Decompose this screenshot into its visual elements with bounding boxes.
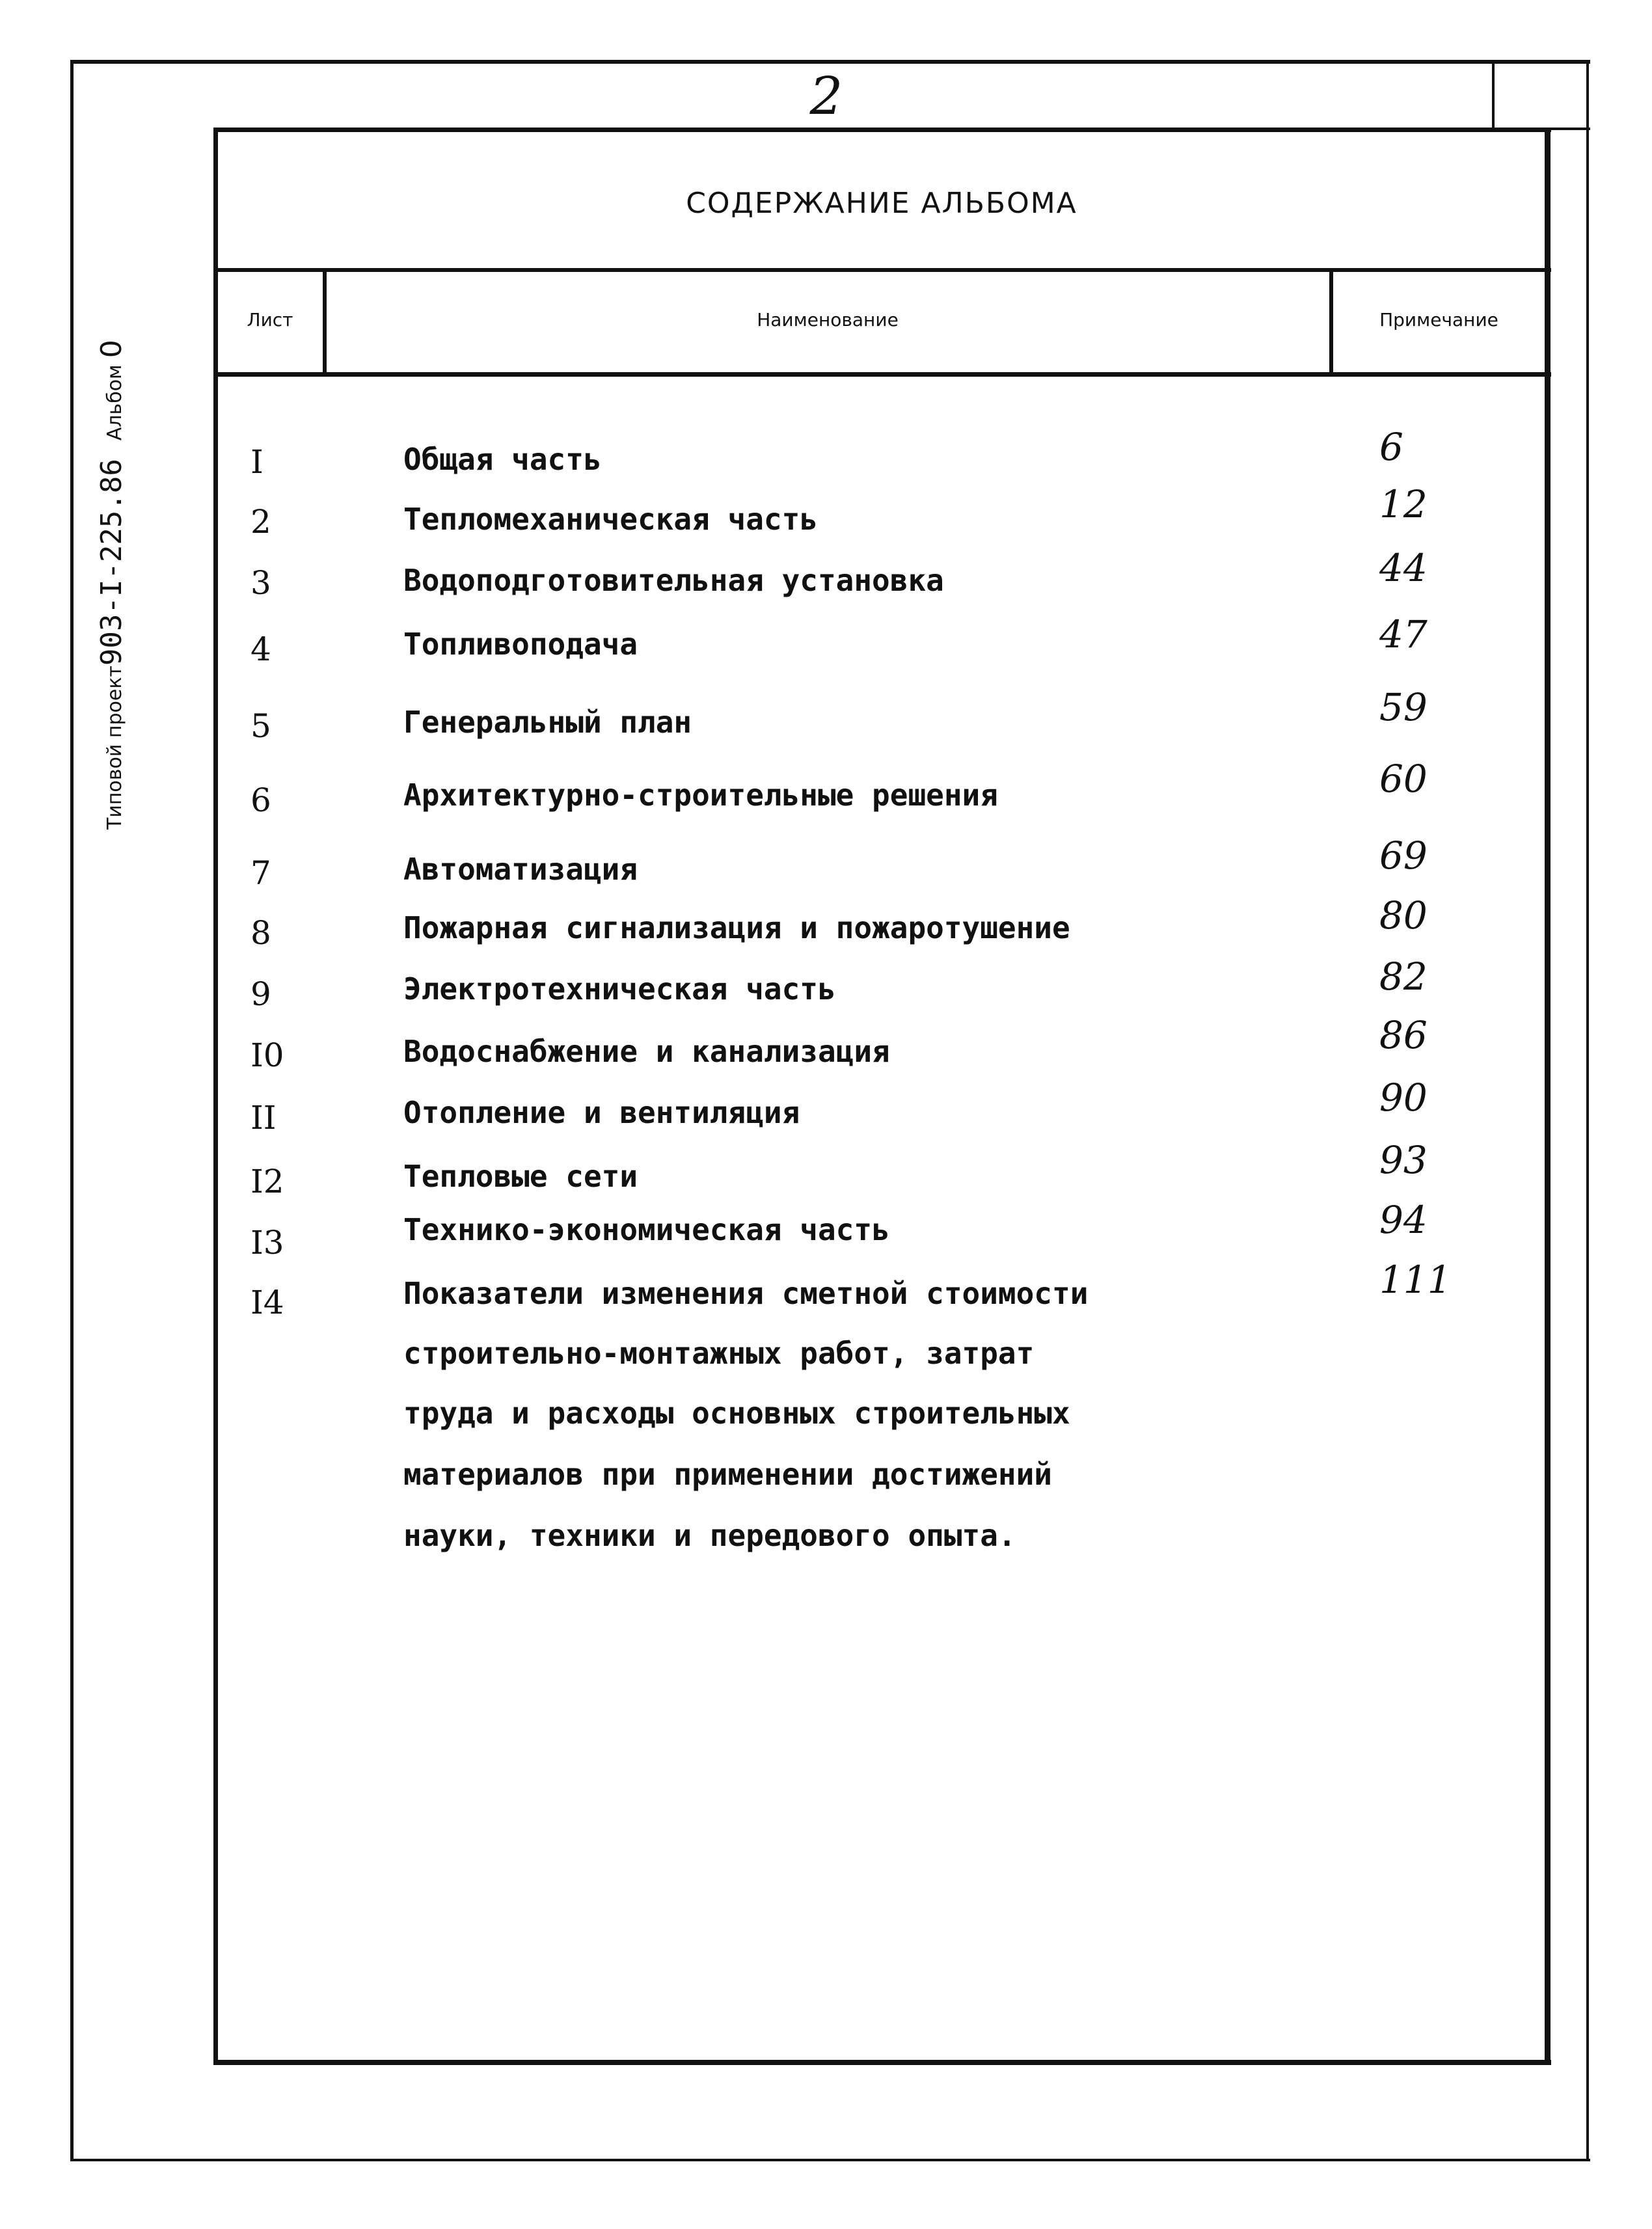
- row-note: 6: [1379, 425, 1403, 469]
- column-header-name: Наименование: [757, 309, 899, 331]
- row-sheet-number: I4: [251, 1284, 284, 1321]
- table-border-bottom: [213, 2060, 1551, 2065]
- sheet-border-right: [1586, 60, 1589, 2161]
- row-title: Тепломеханическая часть: [403, 502, 818, 537]
- row-note: 69: [1379, 833, 1428, 878]
- row-note: 86: [1379, 1013, 1428, 1057]
- row-sheet-number: 4: [251, 630, 271, 668]
- row-title: Топливоподача: [403, 627, 638, 662]
- stamp-label: Типовой проект: [103, 666, 126, 830]
- header-divider: [213, 372, 1551, 377]
- row-sheet-number: 2: [251, 503, 271, 541]
- row-note: 44: [1379, 546, 1428, 590]
- row-sheet-number: II: [251, 1099, 277, 1137]
- page-number: 2: [809, 66, 843, 126]
- row-title: Архитектурно-строительные решения: [403, 777, 998, 813]
- row-title: Отопление и вентиляция: [403, 1095, 800, 1130]
- row-title: Тепловые сети: [403, 1159, 638, 1194]
- row-title: Общая часть: [403, 442, 602, 477]
- row-note: 82: [1379, 954, 1428, 999]
- stamp-album-label: Альбом: [103, 364, 126, 441]
- row-note: 111: [1379, 1258, 1452, 1302]
- column-header-note: Примечание: [1379, 309, 1498, 331]
- side-stamp: [92, 179, 131, 830]
- row-sheet-number: 5: [251, 707, 271, 745]
- row-title-continuation: труда и расходы основных строительных: [403, 1396, 1070, 1431]
- row-title: Водоподготовительная установка: [403, 563, 944, 598]
- row-note: 12: [1379, 482, 1428, 526]
- corner-box-border: [1492, 60, 1495, 131]
- sheet-border-left: [70, 60, 74, 2160]
- row-sheet-number: 8: [251, 914, 271, 952]
- row-note: 59: [1379, 685, 1428, 729]
- row-title-continuation: науки, техники и передового опыта.: [403, 1518, 1016, 1553]
- table-border-right: [1545, 128, 1550, 2065]
- row-sheet-number: I0: [251, 1036, 284, 1074]
- row-sheet-number: 7: [251, 854, 271, 892]
- table-border-left: [213, 128, 218, 2065]
- row-sheet-number: 6: [251, 781, 271, 819]
- row-note: 80: [1379, 893, 1428, 938]
- sheet-border-top: [70, 60, 1590, 64]
- row-title: Показатели изменения сметной стоимости: [403, 1276, 1089, 1311]
- title-divider: [213, 268, 1551, 272]
- row-sheet-number: 9: [251, 975, 271, 1013]
- row-note: 47: [1379, 612, 1428, 656]
- row-note: 90: [1379, 1075, 1428, 1120]
- page-title: СОДЕРЖАНИЕ АЛЬБОМА: [686, 187, 1077, 220]
- row-note: 60: [1379, 757, 1428, 801]
- column-header-sheet: Лист: [247, 309, 293, 331]
- row-title: Водоснабжение и канализация: [403, 1034, 890, 1069]
- row-sheet-number: I2: [251, 1163, 284, 1200]
- stamp-album-number: 0: [95, 340, 128, 358]
- row-title-continuation: материалов при применении достижений: [403, 1457, 1052, 1492]
- stamp-project-code: 903-I-225.86: [95, 459, 128, 666]
- row-title-continuation: строительно-монтажных работ, затрат: [403, 1336, 1035, 1371]
- row-title: Электротехническая часть: [403, 971, 836, 1006]
- row-sheet-number: 3: [251, 564, 271, 602]
- row-title: Технико-экономическая часть: [403, 1212, 890, 1247]
- row-sheet-number: I3: [251, 1224, 284, 1262]
- row-title: Пожарная сигнализация и пожаротушение: [403, 910, 1070, 945]
- row-sheet-number: I: [251, 443, 264, 481]
- sheet-border-bottom: [70, 2159, 1590, 2161]
- row-note: 94: [1379, 1198, 1428, 1242]
- table-border-top: [213, 128, 1551, 132]
- row-title: Генеральный план: [403, 705, 692, 740]
- row-title: Автоматизация: [403, 852, 638, 887]
- row-note: 93: [1379, 1138, 1428, 1182]
